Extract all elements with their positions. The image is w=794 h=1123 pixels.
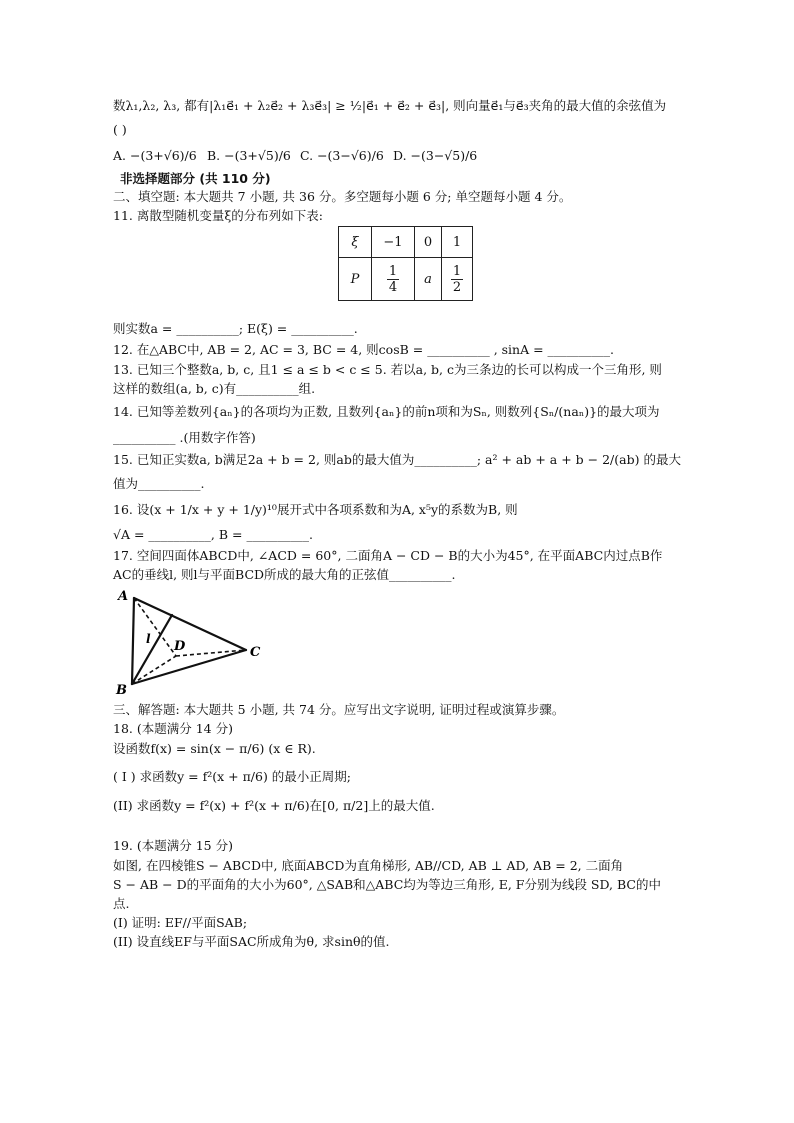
frac-num: 1 — [452, 263, 462, 279]
tetrahedron-figure — [112, 586, 272, 698]
table-cell-0: 0 — [415, 227, 442, 258]
table-cell-p-neg1 — [372, 258, 415, 301]
q14-line2: __________ .(用数字作答) — [113, 430, 256, 445]
q12-text: 12. 在△ABC中, AB = 2, AC = 3, BC = 4, 则cosB = __________ , sinA = __________. — [113, 342, 615, 357]
q18-part1: ( I ) 求函数y = f²(x + π/6) 的最小正周期; — [113, 769, 352, 784]
q10-stem-line: 数λ₁,λ₂, λ₃, 都有|λ₁e⃗₁ + λ₂e⃗₂ + λ₃e⃗₃| ≥ ½|e⃗₁ + e⃗₂ + e⃗₃|, 则向量e⃗₁与e⃗₃夹角的最大值的余弦值为 — [113, 98, 667, 113]
q19-part2: (II) 设直线EF与平面SAC所成角为θ, 求sinθ的值. — [113, 934, 390, 949]
q13-line2: 这样的数组(a, b, c)有__________组. — [113, 381, 316, 396]
distribution-table — [338, 226, 473, 301]
table-cell-1: 1 — [442, 227, 473, 258]
q13-line1: 13. 已知三个整数a, b, c, 且1 ≤ a ≤ b < c ≤ 5. 若以a, b, c为三条边的长可以构成一个三角形, 则 — [113, 362, 662, 377]
label-d: D — [174, 639, 186, 654]
q15-line1: 15. 已知正实数a, b满足2a + b = 2, 则ab的最大值为__________; a² + ab + a + b − 2/(ab) 的最大 — [113, 452, 681, 467]
q18-part2: (II) 求函数y = f²(x) + f²(x + π/6)在[0, π/2]上的最大值. — [113, 798, 435, 813]
frac-num: 1 — [388, 263, 398, 279]
q10-option-a: A. −(3+√6)/6 — [113, 148, 197, 163]
q10-option-d: D. −(3−√5)/6 — [393, 148, 478, 163]
q19-line1: 如图, 在四棱锥S − ABCD中, 底面ABCD为直角梯形, AB//CD, AB ⊥ AD, AB = 2, 二面角 — [113, 858, 624, 873]
label-l: l — [146, 632, 151, 646]
section3-title: 三、解答题: 本大题共 5 小题, 共 74 分。应写出文字说明, 证明过程或演算步骤。 — [113, 702, 565, 717]
q10-option-b: B. −(3+√5)/6 — [207, 148, 291, 163]
edge-ac — [134, 598, 246, 650]
section-nonchoice-title: 非选择题部分 (共 110 分) — [120, 171, 271, 186]
table-cell-xi: ξ — [339, 227, 372, 258]
q18-head: 18. (本题满分 14 分) — [113, 721, 233, 736]
label-c: C — [250, 645, 261, 660]
q10-option-c: C. −(3−√6)/6 — [300, 148, 384, 163]
edge-ab — [132, 598, 134, 684]
q17-line1: 17. 空间四面体ABCD中, ∠ACD = 60°, 二面角A − CD − B的大小为45°, 在平面ABC内过点B作 — [113, 548, 663, 563]
table-cell-p-1 — [442, 258, 473, 301]
q19-line3: 点. — [113, 896, 130, 911]
q10-answer-paren: ( ) — [113, 122, 127, 137]
q19-part1: (I) 证明: EF//平面SAB; — [113, 915, 248, 930]
table-cell-neg1: −1 — [372, 227, 415, 258]
section2-title: 二、填空题: 本大题共 7 小题, 共 36 分。多空题每小题 6 分; 单空题每小题 4 分。 — [113, 189, 572, 204]
edge-bd — [132, 656, 176, 684]
q16-line2: √A = __________, B = __________. — [113, 527, 313, 542]
frac-den: 4 — [388, 279, 398, 295]
q19-head: 19. (本题满分 15 分) — [113, 838, 233, 853]
label-a: A — [118, 589, 129, 604]
q17-line2: AC的垂线l, 则l与平面BCD所成的最大角的正弦值__________. — [113, 567, 456, 582]
q11-stem: 11. 离散型随机变量ξ的分布列如下表: — [113, 208, 323, 223]
q14-line1: 14. 已知等差数列{aₙ}的各项均为正数, 且数列{aₙ}的前n项和为Sₙ, 则数列{Sₙ/(naₙ)}的最大项为 — [113, 404, 660, 419]
table-cell-p: P — [339, 258, 372, 301]
q11-answer-line: 则实数a = __________; E(ξ) = __________. — [113, 321, 358, 336]
frac-den: 2 — [452, 279, 462, 295]
q16-line1: 16. 设(x + 1/x + y + 1/y)¹⁰展开式中各项系数和为A, x⁵y的系数为B, 则 — [113, 502, 518, 517]
table-cell-p-0: a — [415, 258, 442, 301]
label-b: B — [116, 683, 127, 698]
q19-line2: S − AB − D的平面角的大小为60°, △SAB和△ABC均为等边三角形, E, F分别为线段 SD, BC的中 — [113, 877, 661, 892]
q18-stem: 设函数f(x) = sin(x − π/6) (x ∈ R). — [113, 741, 316, 756]
q15-line2: 值为__________. — [113, 476, 205, 491]
